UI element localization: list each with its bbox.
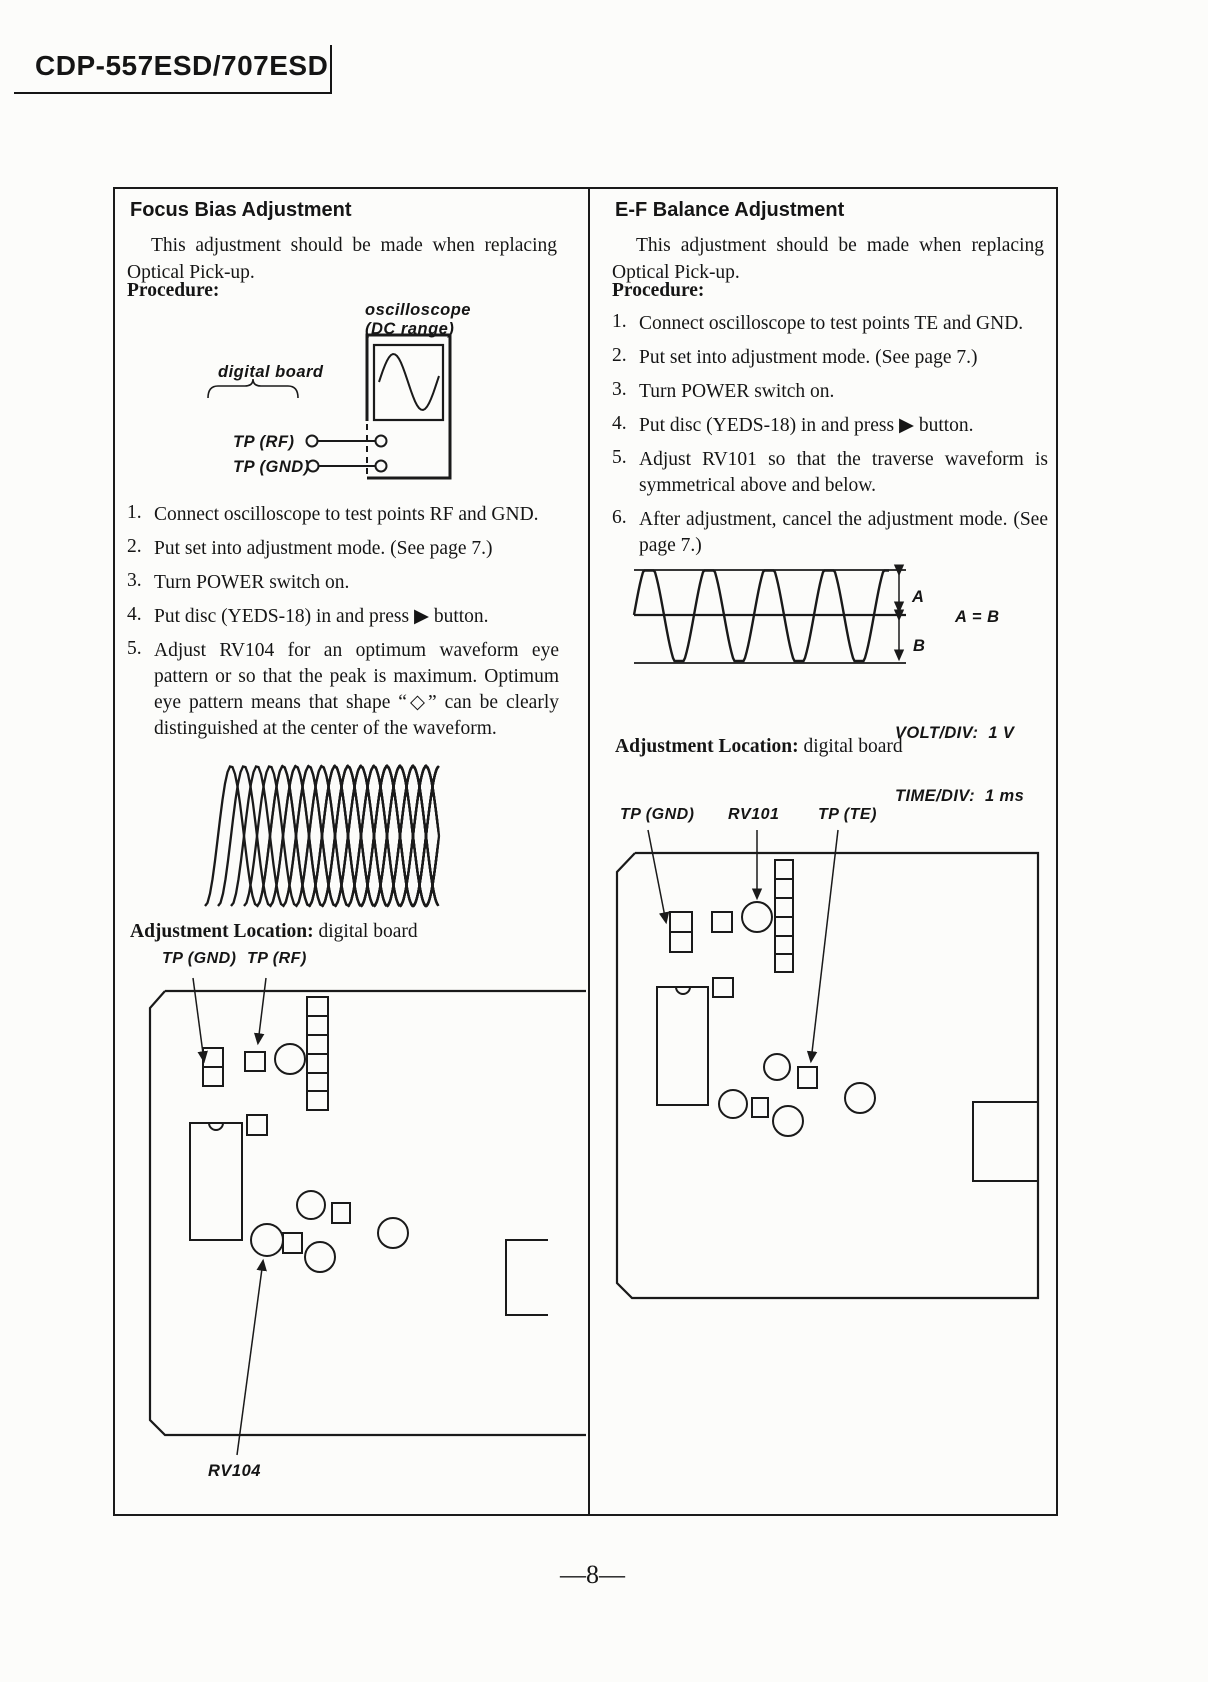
screen-sine-wave <box>379 354 439 410</box>
scope-input-1 <box>376 436 387 447</box>
ef-board-layout <box>600 826 1058 1306</box>
board-tp-gnd-label: TP (GND) <box>162 950 237 967</box>
focus-adjustment-location <box>130 921 418 943</box>
scope-input-2 <box>376 461 387 472</box>
page-number: —8— <box>560 1560 625 1589</box>
edge-connector <box>973 1102 1038 1181</box>
a-equals-b-label: A = B <box>955 608 1000 626</box>
adjustment-location-label: Adjustment Location: <box>130 921 314 942</box>
step-4: 4. Put disc (YEDS-18) in and press ▶ button. <box>127 604 489 627</box>
rv104-leader <box>237 1261 263 1455</box>
tp-rf-label: TP (RF) <box>233 433 295 451</box>
oscilloscope-hookup-diagram <box>127 293 579 493</box>
step-4: 4. Put disc (YEDS-18) in and press ▶ button. <box>612 413 974 436</box>
ef-balance-steps <box>612 311 1048 567</box>
tp-gnd-label: TP (GND) <box>233 458 310 476</box>
b-label: B <box>913 637 926 655</box>
traverse-waveform-diagram <box>622 558 1062 682</box>
focus-bias-procedure-label: Procedure: <box>127 280 220 301</box>
dc-range-label: (DC range) <box>365 320 455 338</box>
header-rule <box>14 92 330 94</box>
a-label: A <box>912 588 925 606</box>
board-tp-te-label: TP (TE) <box>818 806 877 823</box>
board-tp-rf-label: TP (RF) <box>247 950 307 967</box>
digital-board-label: digital board <box>218 363 324 381</box>
edge-connector <box>506 1240 548 1315</box>
tp-gnd-leader <box>648 830 666 922</box>
tp-te-leader <box>811 830 838 1061</box>
rv104-label: RV104 <box>208 1462 261 1480</box>
focus-bias-steps <box>127 502 559 750</box>
oscilloscope-label: oscilloscope <box>365 301 471 319</box>
ef-balance-title: E-F Balance Adjustment <box>615 199 845 221</box>
model-title: CDP-557ESD/707ESD <box>35 50 329 81</box>
step-3: 3. Turn POWER switch on. <box>127 570 350 593</box>
tp-rf-leader <box>258 978 266 1043</box>
board-components <box>657 860 1038 1181</box>
step-6: 6. After adjustment, cancel the adjustment mode. (See page 7.) <box>612 507 1048 556</box>
board-components <box>190 997 548 1315</box>
brace <box>208 379 298 398</box>
step-2: 2. Put set into adjustment mode. (See page 7.) <box>127 536 493 559</box>
scope-settings <box>895 681 1024 849</box>
step-5: 5. Adjust RV101 so that the traverse waveform is symmetrical above and below. <box>612 447 1048 496</box>
focus-bias-intro: This adjustment should be made when replacing Optical Pick-up. <box>127 235 557 283</box>
eye-pattern-curves <box>205 766 439 906</box>
step-1: 1. Connect oscilloscope to test points TE and GND. <box>612 311 1024 334</box>
board-rv101-label: RV101 <box>728 806 780 823</box>
tp-rf-terminal <box>307 436 318 447</box>
oscilloscope-body <box>367 335 450 478</box>
step-5: 5. Adjust RV104 for an optimum waveform eye pattern or so that the peak is maximum. Optimum eye pattern means that shape “◇” can be clearly distinguished at the center of the waveform. <box>127 638 559 739</box>
step-2: 2. Put set into adjustment mode. (See page 7.) <box>612 345 978 368</box>
column-divider <box>588 187 590 1516</box>
adjustment-location-value: digital board <box>318 921 418 942</box>
time-div-setting: TIME/DIV: 1 ms <box>895 787 1025 805</box>
step-3: 3. Turn POWER switch on. <box>612 379 835 402</box>
focus-board-layout <box>120 973 586 1485</box>
focus-bias-title: Focus Bias Adjustment <box>130 199 352 221</box>
adjustment-location-value: digital board <box>803 736 903 757</box>
adjustment-location-label: Adjustment Location: <box>615 736 799 757</box>
ef-balance-procedure-label: Procedure: <box>612 280 705 301</box>
header-rule-vertical <box>330 45 332 94</box>
volt-div-setting: VOLT/DIV: 1 V <box>895 724 1015 742</box>
board-tp-gnd-label: TP (GND) <box>620 806 695 823</box>
eye-pattern-diagram <box>203 760 441 912</box>
board-outline <box>150 991 586 1435</box>
ef-adjustment-location <box>615 736 903 758</box>
step-1: 1. Connect oscilloscope to test points RF and GND. <box>127 502 539 525</box>
ef-balance-intro: This adjustment should be made when replacing Optical Pick-up. <box>612 235 1044 283</box>
